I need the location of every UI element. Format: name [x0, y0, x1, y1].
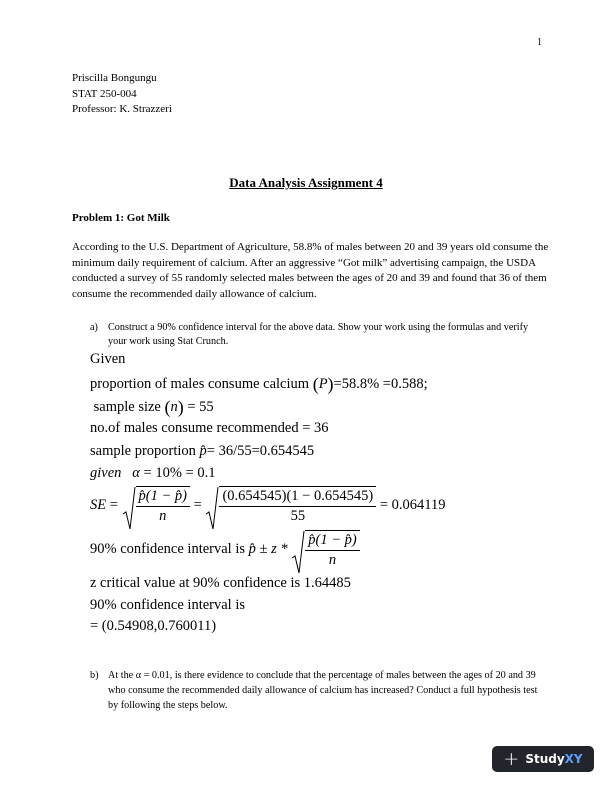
ci-formula: p̂ ± z *	[248, 541, 288, 557]
work-sample-size: sample size (n) = 55	[93, 397, 214, 417]
se-numeric-denominator: 55	[290, 508, 306, 524]
work-recommended: no.of males consume recommended = 36	[90, 420, 329, 436]
question-b-label: b)	[90, 670, 99, 681]
ci-formula-root	[291, 530, 359, 569]
student-name: Priscilla Bongungu	[72, 72, 157, 84]
work-z-critical: z critical value at 90% confidence is 1.64485	[90, 575, 351, 591]
work-alpha	[90, 465, 215, 482]
alpha-given: given	[90, 465, 122, 481]
alpha-symbol: α	[132, 465, 140, 481]
logo-wordmark: StudyXY	[525, 752, 583, 766]
se-numeric-root	[205, 486, 376, 525]
sample-prop-symbol: p̂	[199, 443, 207, 459]
ci-formula-denominator: n	[328, 552, 337, 568]
student-header	[72, 71, 172, 118]
se-label: SE	[90, 497, 107, 513]
proportion-prefix: proportion of males consume calcium	[90, 376, 310, 392]
question-a-label: a)	[90, 322, 98, 333]
work-sample-proportion	[90, 443, 314, 460]
question-a-text: Construct a 90% confidence interval for the above data. Show your work using the formulas and verify your work using Stat Crunch.	[108, 322, 529, 347]
sample-size-prefix: sample size	[93, 399, 161, 415]
studyxy-logo	[492, 746, 594, 772]
se-formula-root	[122, 486, 190, 525]
work-ci-result: = (0.54908,0.760011)	[90, 618, 217, 634]
question-b	[90, 668, 550, 713]
work-ci-is: 90% confidence interval is	[90, 597, 246, 613]
plus-icon: +	[503, 747, 520, 770]
course-code: STAT 250-004	[72, 87, 137, 100]
se-formula-numerator: p̂(1 − p̂)	[136, 488, 190, 507]
page-number: 1	[537, 37, 542, 48]
problem-heading: Problem 1: Got Milk	[72, 212, 170, 224]
problem-intro: According to the U.S. Department of Agriculture, 58.8% of males between 20 and 39 years old consume the minimum daily requirement of calcium. After an aggressive “Got milk” advertising campaign, the USDA conducted a survey of 55 randomly selected males between the ages of 20 and 39 and found that 36 of them consume the recommended daily allowance of calcium.	[72, 241, 549, 300]
work-ci-formula	[90, 530, 360, 569]
work-given: Given	[90, 351, 126, 367]
sample-size-symbol: n	[170, 399, 178, 415]
ci-prefix: 90% confidence interval is	[90, 541, 246, 557]
question-a	[90, 321, 545, 349]
sample-size-value: = 55	[187, 399, 214, 415]
alpha-value: = 10% = 0.1	[143, 465, 216, 481]
se-formula-denominator: n	[159, 508, 167, 524]
ci-formula-numerator: p̂(1 − p̂)	[305, 532, 359, 551]
work-standard-error: SE = $\frac{p̂(1 - p̂)}{n}$ = $\frac{(0.654545)(1 - 0.654545)}{55}$ = 0.064119	[90, 486, 445, 525]
sample-prop-value: = 36/55=0.654545	[206, 443, 315, 459]
professor-name: Professor: K. Strazzeri	[72, 103, 172, 115]
proportion-value: =58.8% =0.588;	[333, 376, 428, 392]
se-numeric-numerator: (0.654545)(1 − 0.654545)	[219, 488, 376, 507]
se-result: = 0.064119	[379, 497, 446, 513]
work-proportion: proportion of males consume calcium (P)=58.8% =0.588;	[90, 374, 428, 394]
proportion-symbol: P	[318, 376, 328, 392]
question-b-text: At the α = 0.01, is there evidence to conclude that the percentage of males between the ages of 20 and 39 who consume the recommended daily allowance of calcium has increased? Conduct a full hypothesis test by following the steps below.	[108, 670, 538, 711]
document-title: Data Analysis Assignment 4	[229, 175, 383, 190]
sample-prop-prefix: sample proportion	[90, 443, 196, 459]
